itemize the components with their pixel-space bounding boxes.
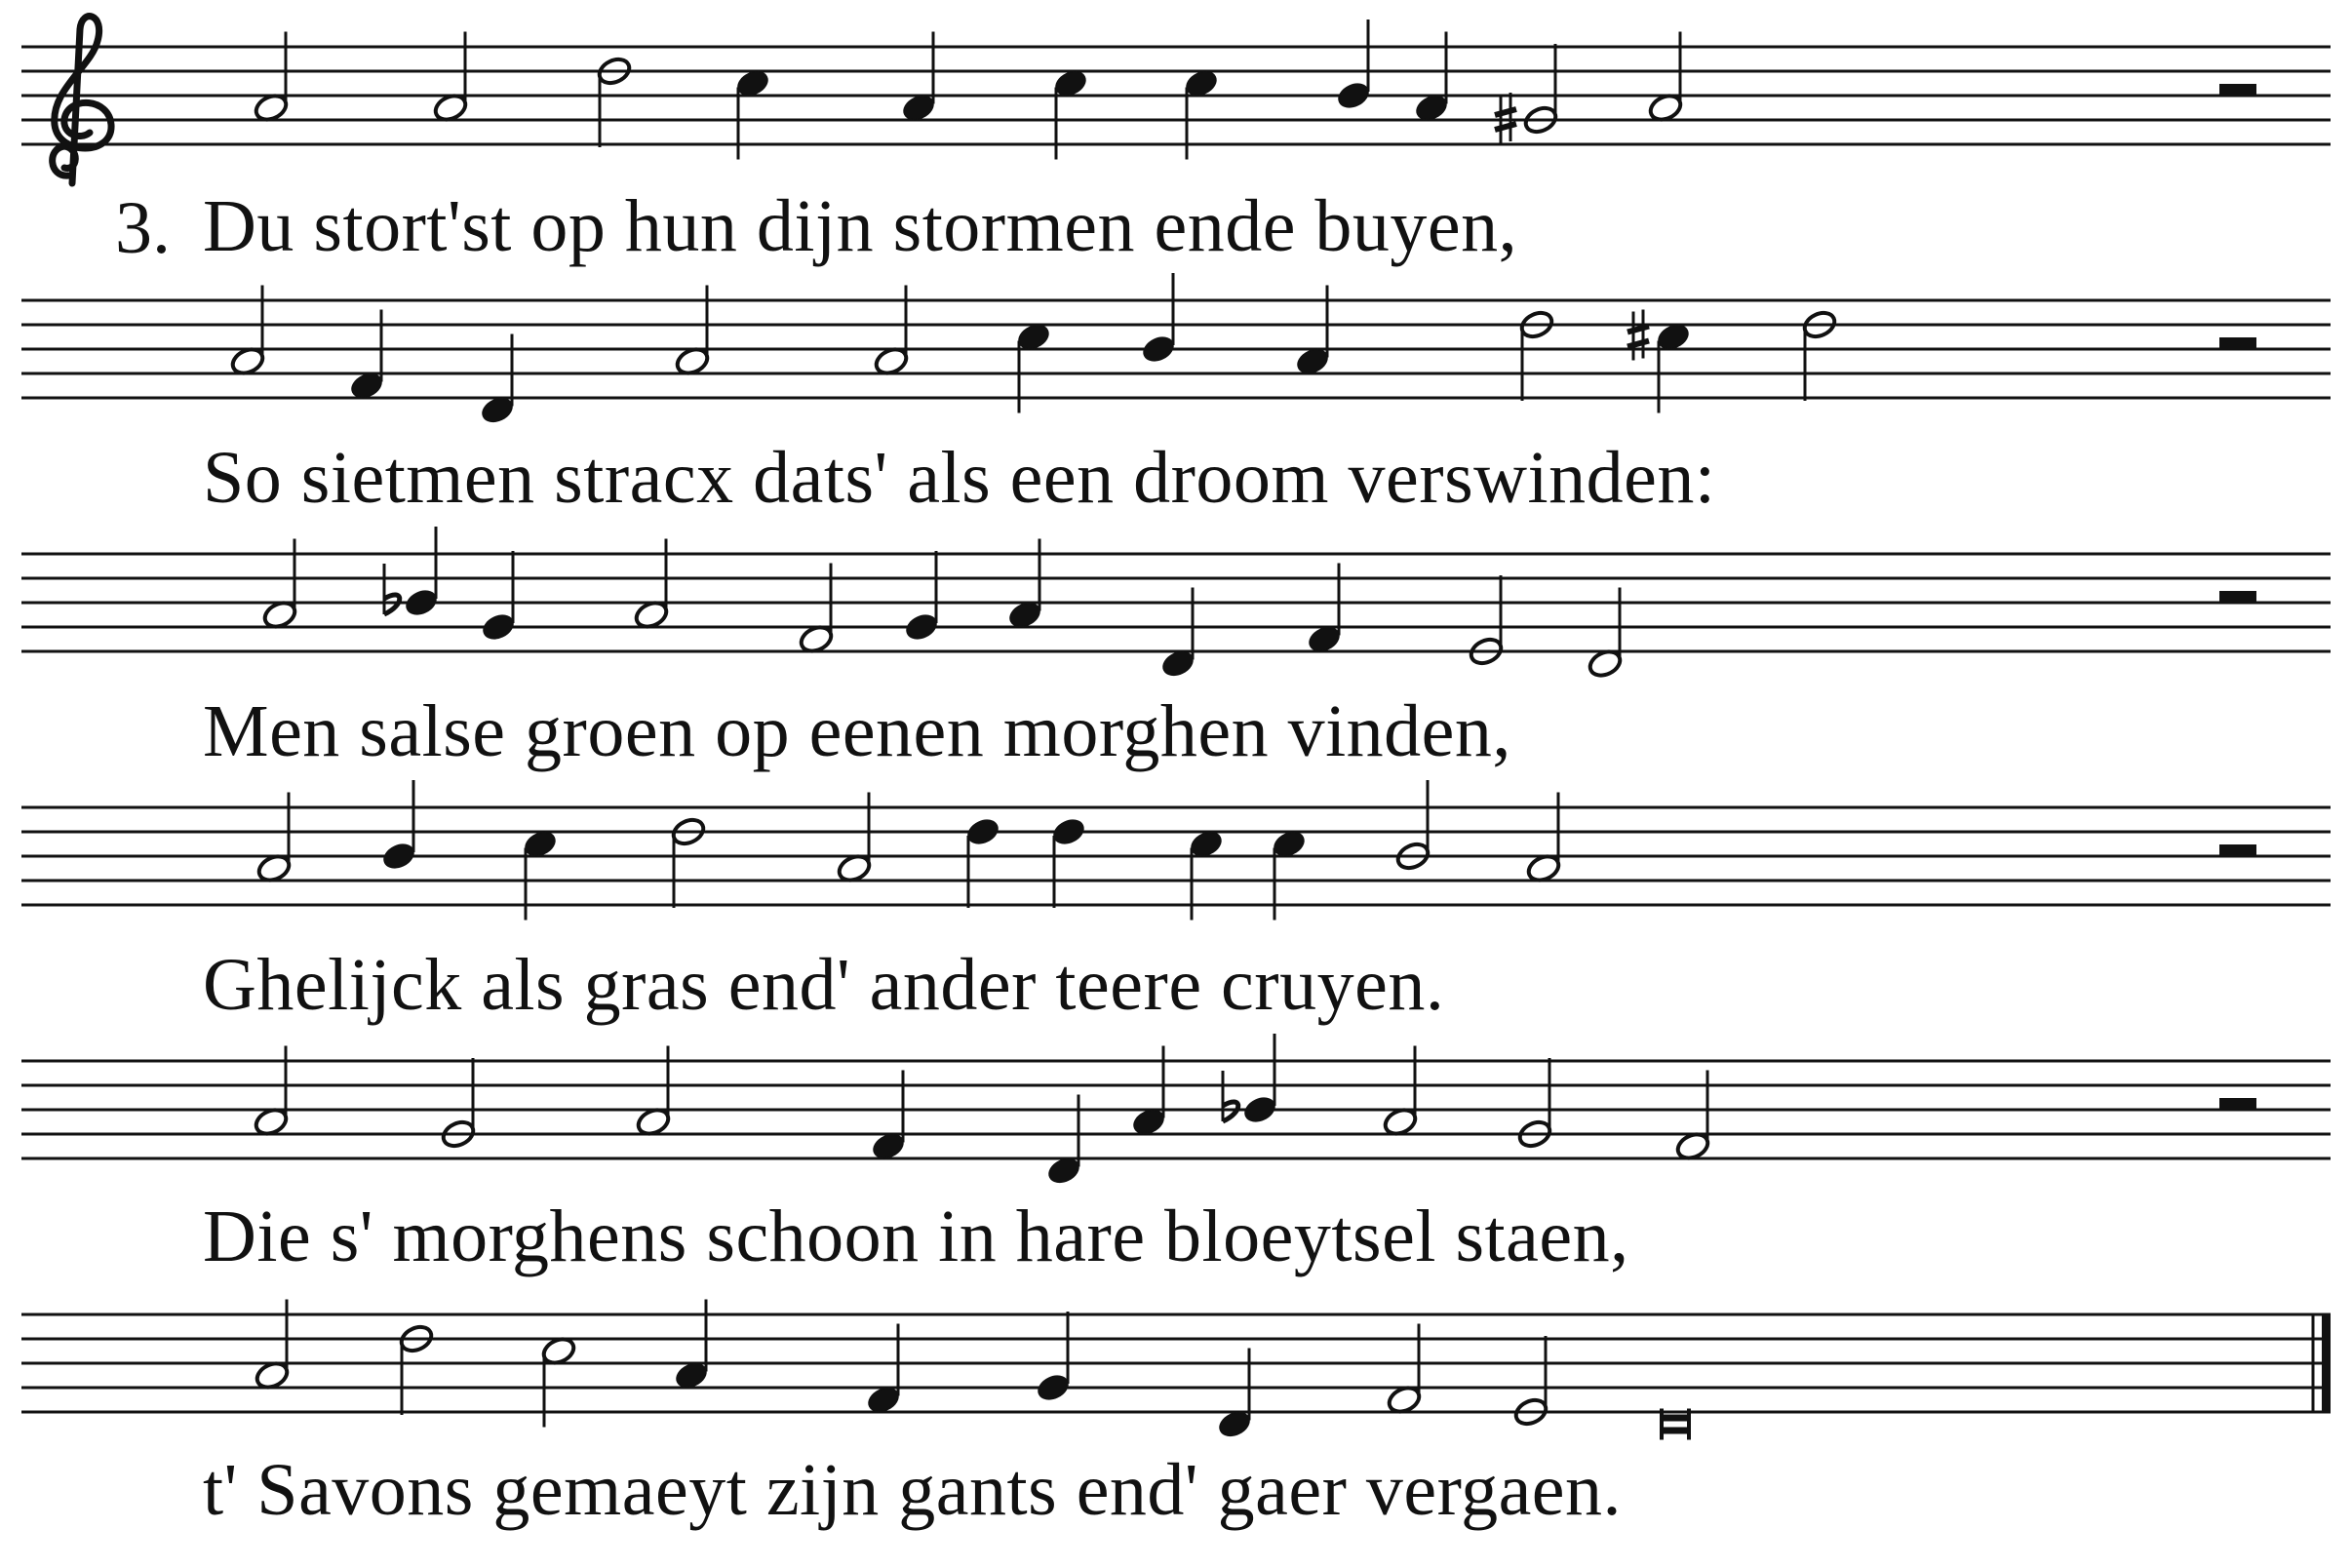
note — [403, 527, 440, 619]
rest-icon — [2219, 591, 2256, 603]
lyric-line-2: So sietmen stracx dats' als een droom verswinden: — [203, 437, 1716, 519]
note — [1241, 1034, 1278, 1126]
notehead — [903, 610, 940, 643]
sharp-icon — [1627, 310, 1649, 361]
staff-system — [21, 780, 2331, 921]
note — [1516, 1058, 1553, 1151]
rest-icon — [2219, 1098, 2256, 1110]
flat-icon — [384, 564, 400, 614]
note — [596, 55, 633, 147]
notehead — [964, 815, 1001, 847]
note — [1801, 308, 1838, 401]
note — [440, 1058, 477, 1151]
notehead — [1050, 815, 1087, 847]
staff-system — [21, 17, 2331, 183]
lyric-line-5: Die s' morghens schoon in hare bloeytsel staen, — [203, 1196, 1629, 1277]
staff-system — [21, 527, 2331, 680]
note — [1512, 1336, 1549, 1429]
note — [1522, 44, 1559, 137]
treble-clef-icon — [53, 17, 111, 183]
flat-stroke — [1223, 1102, 1238, 1121]
sharp-stroke — [1627, 341, 1649, 347]
staff-system — [21, 273, 2331, 426]
note — [480, 551, 517, 644]
note — [380, 780, 417, 873]
sharp-stroke — [1495, 109, 1516, 115]
rest-icon — [2219, 844, 2256, 856]
lyric-line-4: Ghelijck als gras end' ander teere cruyen. — [203, 944, 1445, 1026]
lyric-line-6: t' Savons gemaeyt zijn gants end' gaer vergaen. — [203, 1449, 1623, 1531]
lyric-line-3: Men salse groen op eenen morghen vinden, — [203, 690, 1511, 772]
sharp-stroke — [1495, 124, 1516, 130]
lyric-line-1: Du stort'st op hun dijn stormen ende buyen, — [203, 185, 1518, 267]
staff-system — [21, 1300, 2331, 1441]
flat-stroke — [384, 595, 400, 614]
note — [1050, 815, 1087, 908]
notehead — [1241, 1093, 1278, 1125]
breve-bar — [1662, 1415, 1689, 1422]
notehead — [1140, 333, 1177, 365]
note — [1140, 273, 1177, 366]
notehead — [380, 840, 417, 872]
note — [1518, 308, 1555, 401]
breve-bar — [1662, 1428, 1689, 1434]
notehead — [403, 586, 440, 618]
note — [670, 815, 707, 908]
notehead — [480, 610, 517, 643]
note — [1468, 575, 1505, 668]
verse-number: 3. — [115, 187, 171, 269]
note — [398, 1322, 435, 1415]
rest-icon — [2219, 337, 2256, 349]
note — [1335, 20, 1372, 112]
note — [903, 551, 940, 644]
final-barline-thick — [2322, 1314, 2331, 1412]
sharp-icon — [1495, 93, 1516, 143]
sharp-stroke — [1627, 327, 1649, 333]
note — [1035, 1312, 1072, 1404]
note — [964, 815, 1001, 908]
rest-icon — [2219, 84, 2256, 96]
flat-icon — [1223, 1071, 1238, 1121]
notehead — [1335, 79, 1372, 111]
note — [1394, 780, 1431, 873]
notehead — [1035, 1371, 1072, 1403]
treble-clef-stroke — [53, 17, 111, 183]
staff-system — [21, 1034, 2331, 1187]
